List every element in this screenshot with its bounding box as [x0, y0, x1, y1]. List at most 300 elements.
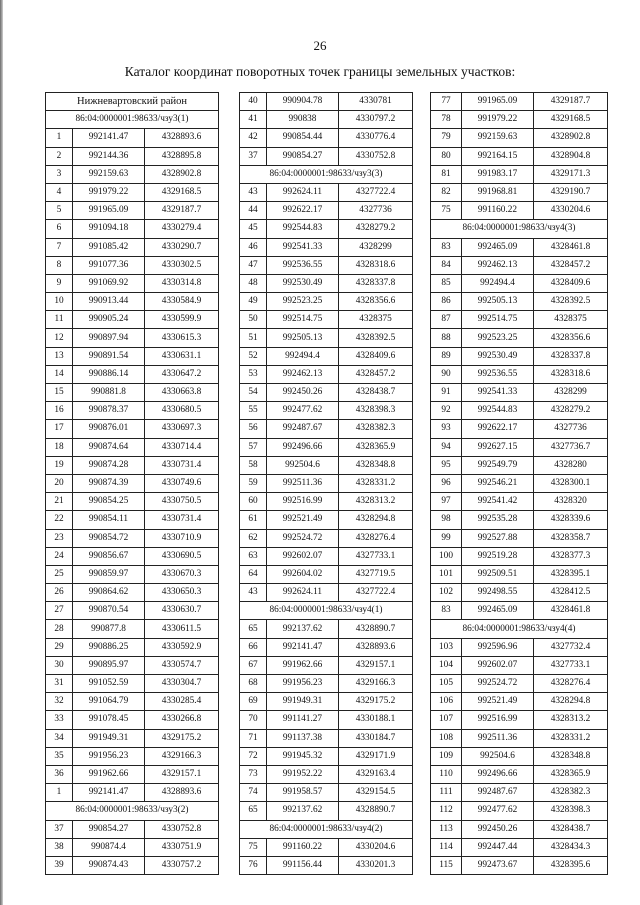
point-number: 76 [240, 856, 267, 874]
y-coordinate: 4329171.3 [534, 165, 608, 183]
x-coordinate: 991094.18 [73, 220, 145, 238]
point-number: 108 [431, 729, 462, 747]
point-number: 78 [431, 111, 462, 129]
table-row [240, 693, 413, 711]
y-coordinate: 4330781 [339, 93, 413, 111]
point-number: 102 [431, 584, 462, 602]
y-coordinate: 4328398.3 [339, 402, 413, 420]
table-row [240, 711, 413, 729]
x-coordinate: 992450.26 [267, 384, 339, 402]
y-coordinate: 4327733.1 [534, 656, 608, 674]
x-coordinate: 992164.15 [462, 147, 534, 165]
y-coordinate: 4327719.5 [339, 565, 413, 583]
x-coordinate: 992549.79 [462, 456, 534, 474]
x-coordinate: 992541.33 [267, 238, 339, 256]
table-row [431, 93, 608, 111]
table-row [431, 474, 608, 492]
table-row [431, 693, 608, 711]
y-coordinate: 4328409.6 [339, 347, 413, 365]
x-coordinate: 991141.27 [267, 711, 339, 729]
point-number: 38 [46, 838, 73, 856]
parcel-id: 86:04:0000001:98633/чзу4(4) [431, 620, 608, 638]
table-row [46, 620, 219, 638]
table-row [240, 147, 413, 165]
y-coordinate: 4328318.6 [534, 365, 608, 383]
table-row [46, 693, 219, 711]
y-coordinate: 4330302.5 [145, 256, 219, 274]
section-row [240, 820, 413, 838]
x-coordinate: 992159.63 [462, 129, 534, 147]
y-coordinate: 4328409.6 [534, 274, 608, 292]
point-number: 80 [431, 147, 462, 165]
table-row [431, 638, 608, 656]
table-row [46, 638, 219, 656]
x-coordinate: 991983.17 [462, 165, 534, 183]
x-coordinate: 990870.54 [73, 602, 145, 620]
y-coordinate: 4328331.2 [339, 474, 413, 492]
table-row [46, 293, 219, 311]
point-number: 20 [46, 474, 73, 492]
point-number: 58 [240, 456, 267, 474]
parcel-id: 86:04:0000001:98633/чзу4(1) [240, 602, 413, 620]
point-number: 47 [240, 256, 267, 274]
district-name: Нижневартовский район [46, 93, 219, 111]
y-coordinate: 4329190.7 [534, 183, 608, 201]
table-row [240, 838, 413, 856]
table-row [431, 493, 608, 511]
table-row [240, 220, 413, 238]
y-coordinate: 4328392.5 [339, 329, 413, 347]
x-coordinate: 991965.09 [462, 93, 534, 111]
point-number: 43 [240, 183, 267, 201]
point-number: 36 [46, 765, 73, 783]
table-row [240, 238, 413, 256]
point-number: 94 [431, 438, 462, 456]
table-row [431, 311, 608, 329]
point-number: 37 [46, 820, 73, 838]
point-number: 70 [240, 711, 267, 729]
x-coordinate: 990891.54 [73, 347, 145, 365]
point-number: 69 [240, 693, 267, 711]
table-row [431, 784, 608, 802]
table-row [431, 729, 608, 747]
point-number: 60 [240, 493, 267, 511]
x-coordinate: 992504.6 [267, 456, 339, 474]
y-coordinate: 4328294.8 [339, 511, 413, 529]
y-coordinate: 4328457.2 [339, 365, 413, 383]
point-number: 95 [431, 456, 462, 474]
y-coordinate: 4330279.4 [145, 220, 219, 238]
x-coordinate: 990854.44 [267, 129, 339, 147]
table-row [431, 765, 608, 783]
y-coordinate: 4328320 [534, 493, 608, 511]
point-number: 79 [431, 129, 462, 147]
table-row [240, 274, 413, 292]
y-coordinate: 4330204.6 [339, 838, 413, 856]
point-number: 28 [46, 620, 73, 638]
point-number: 10 [46, 293, 73, 311]
point-number: 4 [46, 183, 73, 201]
point-number: 23 [46, 529, 73, 547]
x-coordinate: 992523.25 [462, 329, 534, 347]
y-coordinate: 4330266.8 [145, 711, 219, 729]
x-coordinate: 991945.32 [267, 747, 339, 765]
table-row [46, 747, 219, 765]
x-coordinate: 992473.67 [462, 856, 534, 874]
y-coordinate: 4328356.6 [534, 329, 608, 347]
point-number: 71 [240, 729, 267, 747]
x-coordinate: 992519.28 [462, 547, 534, 565]
y-coordinate: 4327736.7 [534, 438, 608, 456]
table-header-row [46, 93, 219, 111]
x-coordinate: 992462.13 [462, 256, 534, 274]
page-title: Каталог координат поворотных точек границы земельных участков: [124, 64, 516, 79]
table-row [431, 402, 608, 420]
x-coordinate: 992504.6 [462, 747, 534, 765]
point-number: 112 [431, 802, 462, 820]
table-row [431, 456, 608, 474]
y-coordinate: 4328438.7 [534, 820, 608, 838]
y-coordinate: 4328313.2 [339, 493, 413, 511]
y-coordinate: 4328318.6 [339, 256, 413, 274]
table-row [240, 784, 413, 802]
y-coordinate: 4328461.8 [534, 602, 608, 620]
x-coordinate: 992447.44 [462, 838, 534, 856]
table-row [240, 729, 413, 747]
point-number: 72 [240, 747, 267, 765]
y-coordinate: 4328358.7 [534, 529, 608, 547]
point-number: 97 [431, 493, 462, 511]
y-coordinate: 4327722.4 [339, 183, 413, 201]
section-row [431, 220, 608, 238]
point-number: 105 [431, 675, 462, 693]
x-coordinate: 990854.11 [73, 511, 145, 529]
coordinates-table-middle [239, 92, 413, 875]
table-row [240, 384, 413, 402]
x-coordinate: 991958.57 [267, 784, 339, 802]
y-coordinate: 4330304.7 [145, 675, 219, 693]
table-row [431, 147, 608, 165]
y-coordinate: 4330631.1 [145, 347, 219, 365]
y-coordinate: 4329166.3 [145, 747, 219, 765]
table-row [240, 311, 413, 329]
table-row [240, 93, 413, 111]
x-coordinate: 990876.01 [73, 420, 145, 438]
table-row [46, 474, 219, 492]
section-row [46, 802, 219, 820]
x-coordinate: 990905.24 [73, 311, 145, 329]
table-row [240, 529, 413, 547]
y-coordinate: 4330584.9 [145, 293, 219, 311]
x-coordinate: 992627.15 [462, 438, 534, 456]
x-coordinate: 992624.11 [267, 584, 339, 602]
table-row [240, 256, 413, 274]
x-coordinate: 990897.94 [73, 329, 145, 347]
table-row [240, 111, 413, 129]
x-coordinate: 990854.27 [267, 147, 339, 165]
table-row [431, 656, 608, 674]
table-row [431, 256, 608, 274]
point-number: 113 [431, 820, 462, 838]
y-coordinate: 4329166.3 [339, 675, 413, 693]
point-number: 115 [431, 856, 462, 874]
x-coordinate: 990874.39 [73, 474, 145, 492]
scan-edge [0, 0, 3, 905]
point-number: 17 [46, 420, 73, 438]
y-coordinate: 4327736 [534, 420, 608, 438]
table-row [431, 293, 608, 311]
y-coordinate: 4330797.2 [339, 111, 413, 129]
x-coordinate: 990881.8 [73, 384, 145, 402]
point-number: 87 [431, 311, 462, 329]
y-coordinate: 4330670.3 [145, 565, 219, 583]
point-number: 18 [46, 438, 73, 456]
point-number: 40 [240, 93, 267, 111]
parcel-id: 86:04:0000001:98633/чзу3(1) [46, 111, 219, 129]
y-coordinate: 4330630.7 [145, 602, 219, 620]
table-row [240, 365, 413, 383]
table-row [46, 202, 219, 220]
point-number: 1 [46, 784, 73, 802]
y-coordinate: 4328893.6 [145, 784, 219, 802]
x-coordinate: 991949.31 [73, 729, 145, 747]
point-number: 67 [240, 656, 267, 674]
x-coordinate: 992496.66 [462, 765, 534, 783]
table-row [46, 784, 219, 802]
x-coordinate: 991965.09 [73, 202, 145, 220]
point-number: 85 [431, 274, 462, 292]
table-row [431, 802, 608, 820]
point-number: 83 [431, 238, 462, 256]
x-coordinate: 992498.55 [462, 584, 534, 602]
x-coordinate: 992604.02 [267, 565, 339, 583]
point-number: 30 [46, 656, 73, 674]
x-coordinate: 991956.23 [73, 747, 145, 765]
point-number: 96 [431, 474, 462, 492]
y-coordinate: 4330750.5 [145, 493, 219, 511]
table-row [240, 293, 413, 311]
y-coordinate: 4330697.3 [145, 420, 219, 438]
point-number: 25 [46, 565, 73, 583]
y-coordinate: 4330188.1 [339, 711, 413, 729]
x-coordinate: 991949.31 [267, 693, 339, 711]
y-coordinate: 4328339.6 [534, 511, 608, 529]
x-coordinate: 992494.4 [462, 274, 534, 292]
x-coordinate: 990886.25 [73, 638, 145, 656]
point-number: 82 [431, 183, 462, 201]
point-number: 2 [46, 147, 73, 165]
y-coordinate: 4328348.8 [534, 747, 608, 765]
y-coordinate: 4330690.5 [145, 547, 219, 565]
y-coordinate: 4329171.9 [339, 747, 413, 765]
table-row [240, 802, 413, 820]
table-row [46, 565, 219, 583]
table-row [46, 656, 219, 674]
x-coordinate: 992596.96 [462, 638, 534, 656]
table-row [431, 820, 608, 838]
section-row [240, 165, 413, 183]
x-coordinate: 992514.75 [462, 311, 534, 329]
table-row [431, 602, 608, 620]
x-coordinate: 992465.09 [462, 602, 534, 620]
table-row [46, 511, 219, 529]
x-coordinate: 991137.38 [267, 729, 339, 747]
y-coordinate: 4328365.9 [339, 438, 413, 456]
table-row [431, 274, 608, 292]
table-row [431, 347, 608, 365]
y-coordinate: 4328300.1 [534, 474, 608, 492]
point-number: 73 [240, 765, 267, 783]
y-coordinate: 4329163.4 [339, 765, 413, 783]
x-coordinate: 992516.99 [462, 711, 534, 729]
table-row [240, 329, 413, 347]
table-row [46, 729, 219, 747]
point-number: 107 [431, 711, 462, 729]
y-coordinate: 4328280 [534, 456, 608, 474]
x-coordinate: 992137.62 [267, 620, 339, 638]
point-number: 100 [431, 547, 462, 565]
y-coordinate: 4330710.9 [145, 529, 219, 547]
x-coordinate: 990854.25 [73, 493, 145, 511]
point-number: 103 [431, 638, 462, 656]
x-coordinate: 992487.67 [462, 784, 534, 802]
y-coordinate: 4330650.3 [145, 584, 219, 602]
table-row [431, 838, 608, 856]
point-number: 92 [431, 402, 462, 420]
x-coordinate: 991069.92 [73, 274, 145, 292]
table-row [46, 820, 219, 838]
y-coordinate: 4329175.2 [145, 729, 219, 747]
section-row [46, 111, 219, 129]
y-coordinate: 4328893.6 [145, 129, 219, 147]
point-number: 29 [46, 638, 73, 656]
point-number: 75 [431, 202, 462, 220]
x-coordinate: 992137.62 [267, 802, 339, 820]
point-number: 104 [431, 656, 462, 674]
table-row [46, 438, 219, 456]
coordinates-table-right [430, 92, 608, 875]
y-coordinate: 4330592.9 [145, 638, 219, 656]
x-coordinate: 990904.78 [267, 93, 339, 111]
point-number: 24 [46, 547, 73, 565]
table-row [431, 111, 608, 129]
table-row [431, 675, 608, 693]
y-coordinate: 4329175.2 [339, 693, 413, 711]
y-coordinate: 4328890.7 [339, 802, 413, 820]
y-coordinate: 4330731.4 [145, 511, 219, 529]
parcel-id: 86:04:0000001:98633/чзу3(2) [46, 802, 219, 820]
x-coordinate: 991962.66 [73, 765, 145, 783]
y-coordinate: 4328434.3 [534, 838, 608, 856]
y-coordinate: 4329187.7 [145, 202, 219, 220]
table-row [46, 183, 219, 201]
x-coordinate: 992514.75 [267, 311, 339, 329]
x-coordinate: 992465.09 [462, 238, 534, 256]
point-number: 65 [240, 620, 267, 638]
table-row [46, 311, 219, 329]
x-coordinate: 992494.4 [267, 347, 339, 365]
table-row [46, 384, 219, 402]
point-number: 81 [431, 165, 462, 183]
x-coordinate: 992602.07 [462, 656, 534, 674]
point-number: 63 [240, 547, 267, 565]
x-coordinate: 990874.43 [73, 856, 145, 874]
x-coordinate: 992602.07 [267, 547, 339, 565]
page-number: 26 [313, 38, 327, 53]
y-coordinate: 4328375 [339, 311, 413, 329]
point-number: 84 [431, 256, 462, 274]
point-number: 65 [240, 802, 267, 820]
y-coordinate: 4329157.1 [339, 656, 413, 674]
y-coordinate: 4328904.8 [534, 147, 608, 165]
point-number: 86 [431, 293, 462, 311]
x-coordinate: 992523.25 [267, 293, 339, 311]
x-coordinate: 992622.17 [462, 420, 534, 438]
x-coordinate: 991160.22 [267, 838, 339, 856]
x-coordinate: 990877.8 [73, 620, 145, 638]
x-coordinate: 990874.64 [73, 438, 145, 456]
x-coordinate: 992509.51 [462, 565, 534, 583]
y-coordinate: 4328382.3 [339, 420, 413, 438]
table-row [46, 529, 219, 547]
y-coordinate: 4330757.2 [145, 856, 219, 874]
x-coordinate: 991160.22 [462, 202, 534, 220]
y-coordinate: 4330680.5 [145, 402, 219, 420]
x-coordinate: 992524.72 [462, 675, 534, 693]
x-coordinate: 992622.17 [267, 202, 339, 220]
table-row [240, 402, 413, 420]
x-coordinate: 992505.13 [462, 293, 534, 311]
parcel-id: 86:04:0000001:98633/чзу3(3) [240, 165, 413, 183]
x-coordinate: 992536.55 [267, 256, 339, 274]
y-coordinate: 4329154.5 [339, 784, 413, 802]
point-number: 1 [46, 129, 73, 147]
x-coordinate: 992546.21 [462, 474, 534, 492]
x-coordinate: 991952.22 [267, 765, 339, 783]
point-number: 3 [46, 165, 73, 183]
table-row [240, 183, 413, 201]
point-number: 57 [240, 438, 267, 456]
table-row [431, 711, 608, 729]
point-number: 52 [240, 347, 267, 365]
table-row [431, 384, 608, 402]
y-coordinate: 4329168.5 [534, 111, 608, 129]
table-row [46, 147, 219, 165]
table-row [240, 511, 413, 529]
table-row [431, 547, 608, 565]
point-number: 5 [46, 202, 73, 220]
point-number: 34 [46, 729, 73, 747]
x-coordinate: 992450.26 [462, 820, 534, 838]
y-coordinate: 4328377.3 [534, 547, 608, 565]
table-row [46, 856, 219, 874]
table-row [240, 765, 413, 783]
table-row [431, 420, 608, 438]
y-coordinate: 4328299 [534, 384, 608, 402]
table-row [46, 165, 219, 183]
table-row [431, 529, 608, 547]
y-coordinate: 4330290.7 [145, 238, 219, 256]
point-number: 8 [46, 256, 73, 274]
table-row [431, 183, 608, 201]
y-coordinate: 4330714.4 [145, 438, 219, 456]
table-row [240, 347, 413, 365]
x-coordinate: 990854.27 [73, 820, 145, 838]
table-row [46, 838, 219, 856]
table-row [431, 747, 608, 765]
y-coordinate: 4330184.7 [339, 729, 413, 747]
table-row [240, 202, 413, 220]
